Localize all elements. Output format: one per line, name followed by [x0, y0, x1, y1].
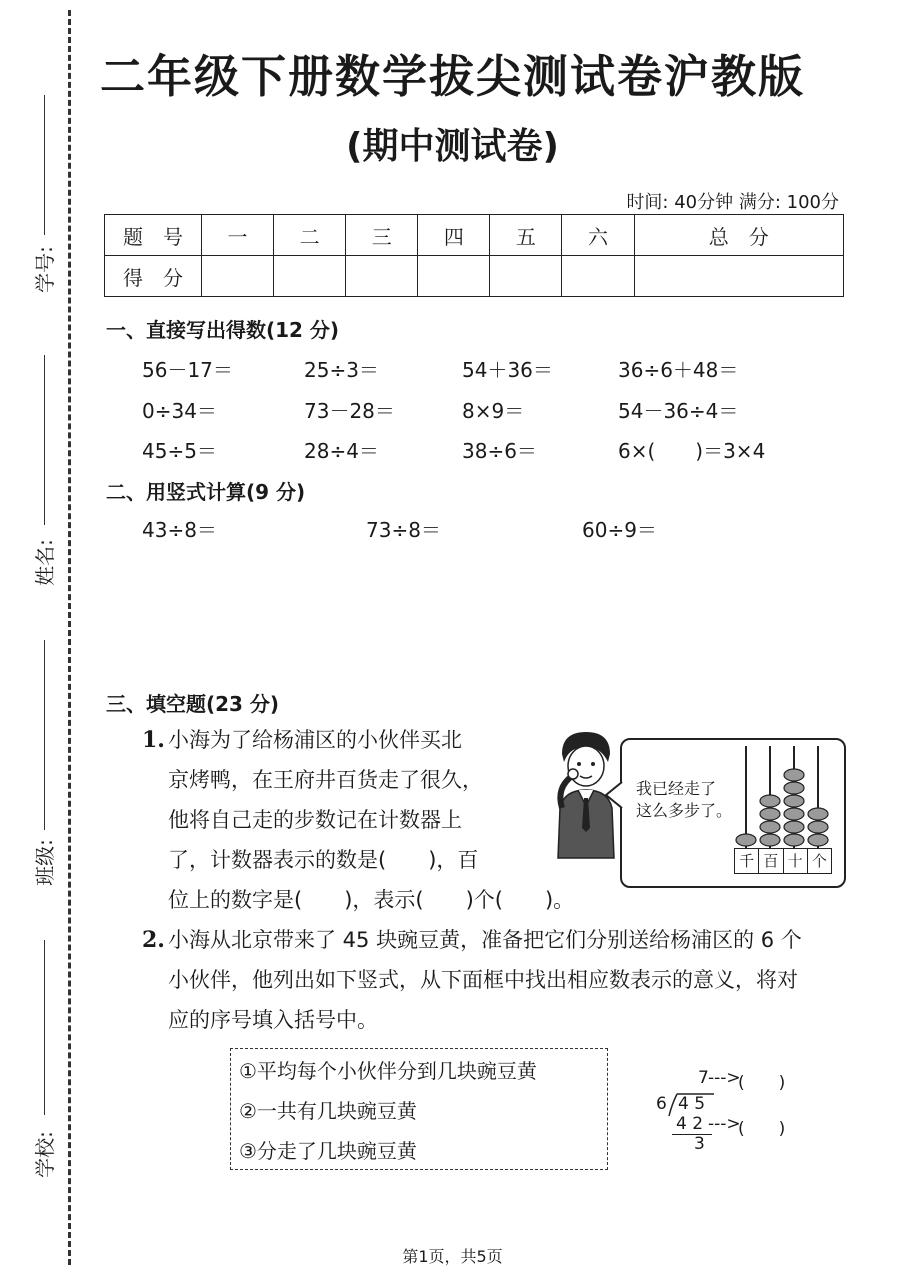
q2-line: 应的序号填入括号中。	[168, 1008, 378, 1032]
division-remainder: 3	[694, 1134, 705, 1154]
abacus-bead	[808, 808, 828, 820]
q2-line: 小海从北京带来了 45 块豌豆黄，准备把它们分别送给杨浦区的 6 个	[168, 928, 802, 952]
vertical-calc-item: 73÷8＝	[366, 518, 441, 542]
division-line	[672, 1134, 712, 1135]
score-input-cell[interactable]	[562, 256, 634, 297]
abacus-bead	[736, 834, 756, 846]
abacus-place-label: 百	[759, 849, 783, 873]
mental-math-item: 25÷3＝	[304, 358, 379, 382]
abacus-bead	[760, 808, 780, 820]
score-table-header-row	[105, 215, 844, 256]
school-line	[44, 940, 45, 1115]
abacus-bead	[784, 834, 804, 846]
abacus-bead	[784, 782, 804, 794]
division-blank[interactable]: ( )	[738, 1073, 786, 1093]
mental-math-item: 8×9＝	[462, 399, 525, 423]
abacus-bead	[760, 795, 780, 807]
option-item: ③分走了几块豌豆黄	[239, 1139, 417, 1163]
section2-title: 二、用竖式计算(9 分)	[106, 480, 306, 504]
school-label: 学校:	[32, 1131, 57, 1178]
mental-math-item: 56－17＝	[142, 358, 233, 382]
score-table-score-row	[105, 256, 844, 297]
score-input-cell[interactable]	[634, 256, 843, 297]
abacus-place-label: 千	[735, 849, 759, 873]
score-header-cell: 一	[202, 215, 274, 256]
q1-line: 小海为了给杨浦区的小伙伴买北	[168, 728, 462, 752]
question-number: 1.	[142, 727, 165, 753]
abacus-counter	[732, 744, 832, 848]
mental-math-item: 28÷4＝	[304, 439, 379, 463]
section1-title: 一、直接写出得数(12 分)	[106, 318, 340, 342]
section3-title: 三、填空题(23 分)	[106, 692, 280, 716]
score-header-cell: 题 号	[105, 215, 202, 256]
score-header-cell: 五	[490, 215, 562, 256]
page-subtitle: (期中测试卷)	[346, 126, 559, 167]
score-header-cell: 二	[274, 215, 346, 256]
abacus-bead	[784, 769, 804, 781]
score-header-cell: 总 分	[634, 215, 843, 256]
mental-math-item: 45÷5＝	[142, 439, 217, 463]
abacus-bead	[760, 834, 780, 846]
mental-math-item: 0÷34＝	[142, 399, 217, 423]
option-item: ②一共有几块豌豆黄	[239, 1099, 417, 1123]
page-title: 二年级下册数学拔尖测试卷沪教版	[99, 50, 805, 103]
student-id-label: 学号:	[32, 246, 57, 293]
option-item: ①平均每个小伙伴分到几块豌豆黄	[239, 1059, 537, 1083]
q1-line: 京烤鸭，在王府井百货走了很久，	[168, 768, 483, 792]
mental-math-item: 54＋36＝	[462, 358, 553, 382]
q2-line: 小伙伴，他列出如下竖式，从下面框中找出相应数表示的意义，将对	[168, 968, 798, 992]
exam-meta: 时间: 40分钟 满分: 100分	[626, 192, 839, 213]
score-input-cell[interactable]	[490, 256, 562, 297]
abacus-bead	[784, 821, 804, 833]
q1-line: 了，计数器表示的数是( )，百	[168, 848, 479, 872]
abacus-place-label: 个	[811, 852, 827, 870]
abacus-bead	[808, 821, 828, 833]
division-divisor: 6	[656, 1094, 667, 1114]
division-dividend: 4 5	[678, 1094, 706, 1114]
score-row-label: 得 分	[105, 256, 202, 297]
mental-math-item: 36÷6＋48＝	[618, 358, 739, 382]
vertical-calc-item: 60÷9＝	[582, 518, 657, 542]
q1-line: 位上的数字是( )，表示( )个( )。	[168, 888, 575, 912]
division-product: 4 2	[676, 1114, 704, 1134]
options-box	[230, 1048, 608, 1170]
speech-text-line: 我已经走了	[636, 779, 717, 798]
division-quotient: 7	[698, 1068, 709, 1088]
abacus-base	[734, 848, 832, 874]
abacus-bead	[784, 808, 804, 820]
score-header-cell: 六	[562, 215, 634, 256]
score-input-cell[interactable]	[346, 256, 418, 297]
name-line	[44, 355, 45, 525]
score-header-cell: 三	[346, 215, 418, 256]
abacus-place-label: 十	[784, 849, 808, 873]
score-table	[104, 214, 844, 297]
class-label: 班级:	[32, 839, 57, 886]
mental-math-item: 38÷6＝	[462, 439, 537, 463]
division-arrow: --->	[708, 1114, 741, 1134]
score-input-cell[interactable]	[418, 256, 490, 297]
q1-line: 他将自己走的步数记在计数器上	[168, 808, 462, 832]
division-blank[interactable]: ( )	[738, 1119, 786, 1139]
vertical-calc-item: 43÷8＝	[142, 518, 217, 542]
speech-text-line: 这么多步了。	[636, 801, 733, 820]
score-input-cell[interactable]	[274, 256, 346, 297]
abacus-bead	[760, 821, 780, 833]
mental-math-item: 73－28＝	[304, 399, 395, 423]
class-line	[44, 640, 45, 830]
speech-bubble-tail	[604, 780, 624, 810]
page-footer: 第1页，共5页	[402, 1247, 503, 1266]
abacus-bead	[808, 834, 828, 846]
abacus-bead	[784, 795, 804, 807]
mental-math-item: 6×( )＝3×4	[618, 439, 766, 463]
score-header-cell: 四	[418, 215, 490, 256]
binding-dashed-line	[68, 10, 71, 1265]
score-input-cell[interactable]	[202, 256, 274, 297]
division-arrow: --->	[708, 1068, 741, 1088]
mental-math-item: 54－36÷4＝	[618, 399, 739, 423]
name-label: 姓名:	[32, 539, 57, 586]
question-number: 2.	[142, 927, 165, 953]
